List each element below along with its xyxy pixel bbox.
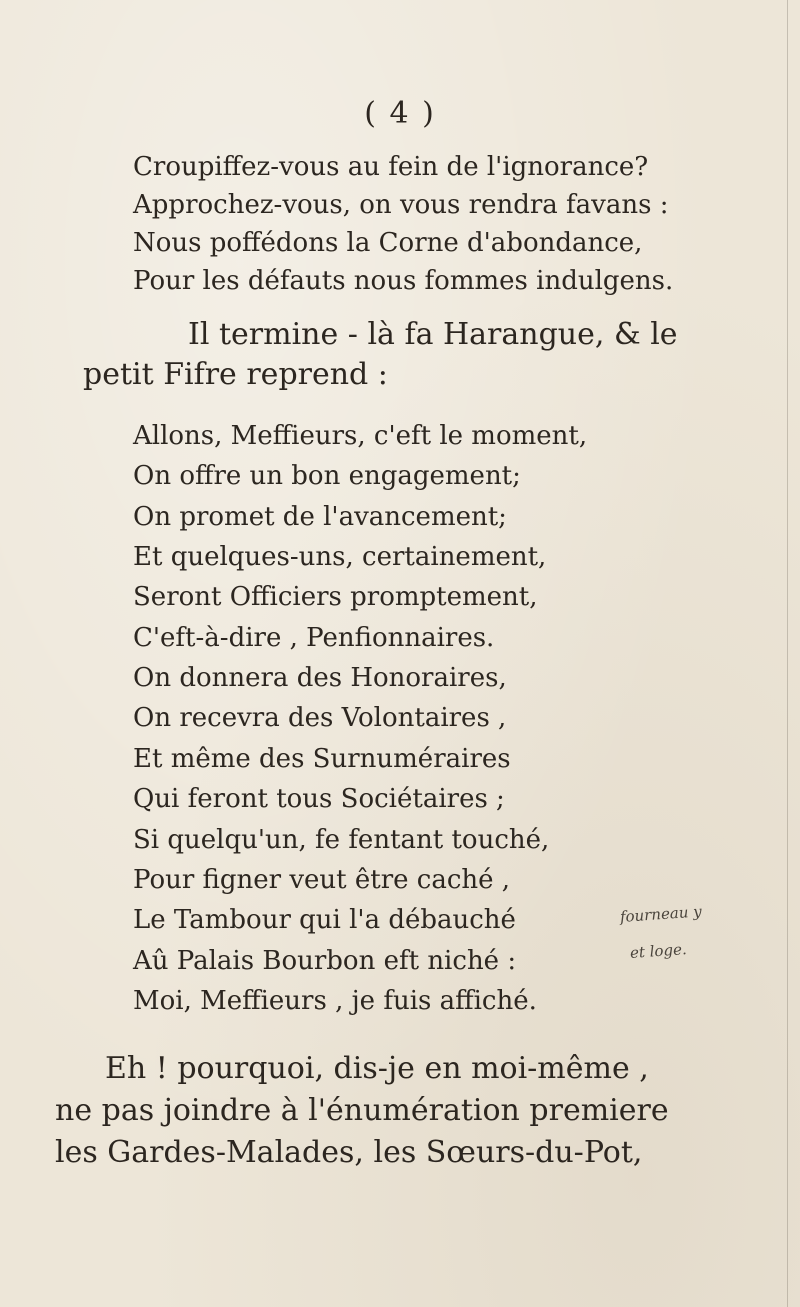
verse-line: Et quelques-uns, certainement, [133, 542, 547, 572]
page-edge [787, 0, 788, 1307]
narration-line: Eh ! pourquoi, dis-je en moi-même , [105, 1051, 649, 1086]
verse-line: On promet de l'avancement; [133, 502, 507, 532]
quatrain-line: Croupiffez-vous au fein de l'ignorance? [133, 152, 649, 182]
verse-line: Moi, Meffieurs , je fuis affiché. [133, 986, 537, 1016]
narration-line: les Gardes-Malades, les Sœurs-du-Pot, [55, 1135, 643, 1170]
narration-line: petit Fifre reprend : [83, 357, 388, 392]
verse-line: Si quelqu'un, fe fentant touché, [133, 825, 550, 855]
verse-line: Seront Officiers promptement, [133, 582, 538, 612]
verse-line: Allons, Meffieurs, c'eft le moment, [133, 421, 588, 451]
verse-line: C'eft-à-dire , Penfionnaires. [133, 623, 495, 653]
verse-line: On offre un bon engagement; [133, 461, 521, 491]
page-number: ( 4 ) [364, 96, 436, 131]
verse-line: Le Tambour qui l'a débauché [133, 905, 516, 935]
verse-line: On donnera des Honoraires, [133, 663, 507, 693]
verse-line: Pour figner veut être caché , [133, 865, 511, 895]
quatrain-line: Pour les défauts nous fommes indulgens. [133, 266, 674, 296]
verse-line: On recevra des Volontaires , [133, 703, 507, 733]
narration-line: ne pas joindre à l'énumération premiere [55, 1093, 669, 1128]
verse-line: Et même des Surnuméraires [133, 744, 511, 774]
verse-line: Qui feront tous Sociétaires ; [133, 784, 505, 814]
quatrain-line: Nous poffédons la Corne d'abondance, [133, 228, 643, 258]
quatrain-line: Approchez-vous, on vous rendra favans : [133, 190, 669, 220]
verse-line: Aû Palais Bourbon eft niché : [133, 946, 517, 976]
handwritten-note: et loge. [629, 940, 688, 962]
handwritten-note: fourneau y [619, 902, 703, 926]
narration-line: Il termine - là fa Harangue, & le [188, 317, 678, 352]
